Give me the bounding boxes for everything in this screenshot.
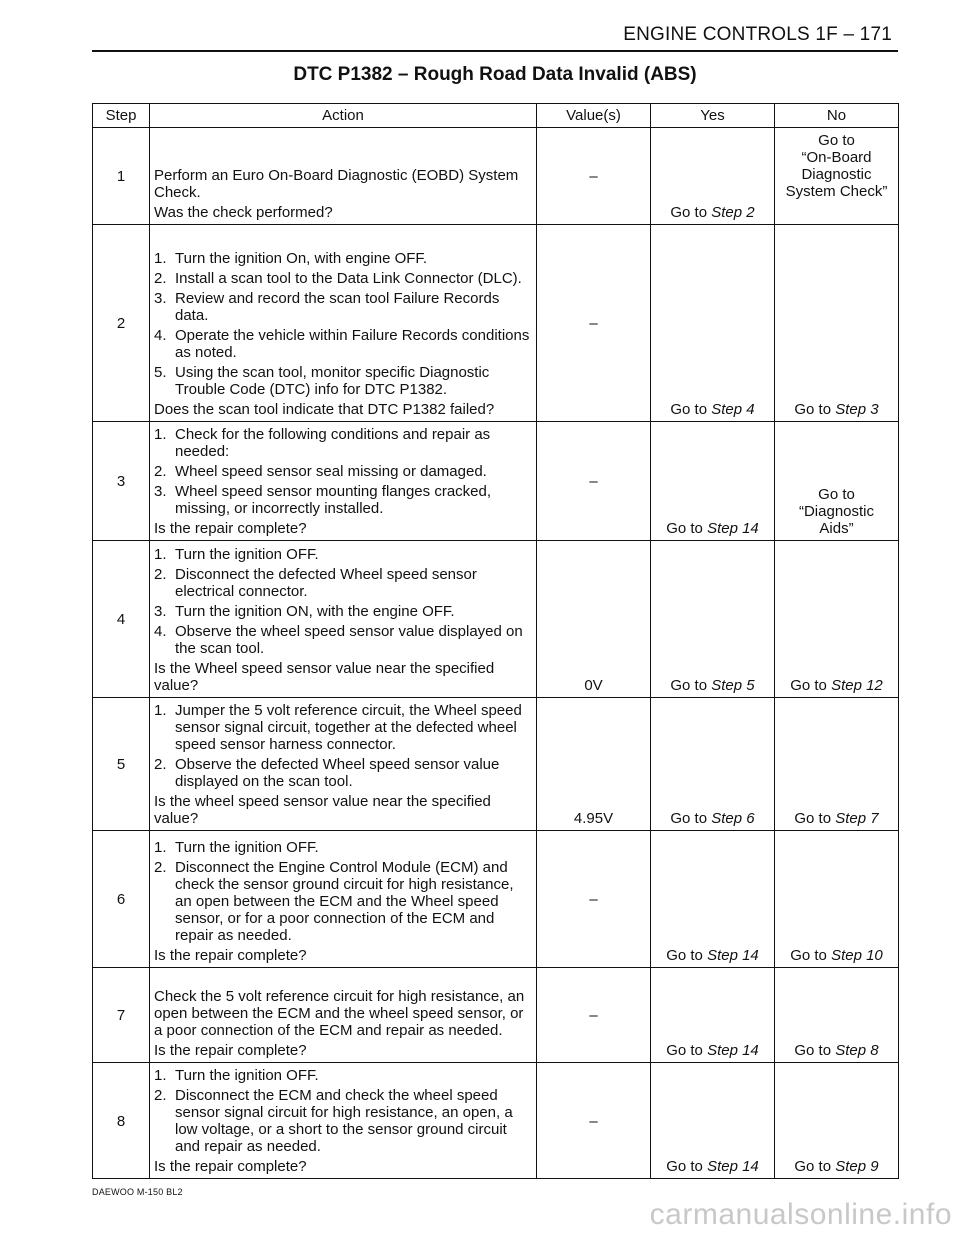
action-cell	[150, 968, 537, 1063]
action-item-number: 2.	[154, 756, 167, 773]
action-item-text: Observe the wheel speed sensor value displayed on the scan tool.	[175, 623, 523, 657]
goto-step-link: Step 7	[835, 810, 879, 827]
goto-step-link: Step 14	[707, 520, 759, 537]
action-item-number: 4.	[154, 623, 167, 640]
action-item-text: Observe the defected Wheel speed sensor value displayed on the scan tool.	[175, 756, 500, 790]
action-list-item	[154, 426, 532, 460]
action-text: Is the repair complete?	[154, 947, 307, 964]
goto-step-link: Step 14	[707, 947, 759, 964]
goto-step-link: Step 2	[711, 204, 755, 221]
goto-prefix: Go to	[670, 401, 712, 418]
action-text: Is the Wheel speed sensor value near the specified value?	[154, 660, 495, 694]
action-item-number: 2.	[154, 270, 167, 287]
step-number: 1	[93, 128, 150, 225]
action-item-text: Operate the vehicle within Failure Records conditions as noted.	[175, 327, 530, 361]
action-item-number: 2.	[154, 566, 167, 583]
action-item-number: 1.	[154, 702, 167, 719]
action-item-number: 1.	[154, 1067, 167, 1084]
goto-prefix: Go to	[670, 204, 712, 221]
yes-cell	[651, 831, 775, 968]
column-header-values: Value(s)	[537, 104, 651, 128]
action-list-item	[154, 270, 532, 287]
action-item-text: Turn the ignition OFF.	[175, 546, 319, 563]
action-item-text: Check for the following conditions and repair as needed:	[175, 426, 491, 460]
page-header: ENGINE CONTROLS 1F – 171	[623, 24, 892, 45]
value-cell: 0V	[537, 541, 651, 698]
action-list-item	[154, 839, 532, 856]
action-cell	[150, 1063, 537, 1179]
goto-prefix: Go to	[790, 677, 832, 694]
action-cell	[150, 541, 537, 698]
action-cell	[150, 128, 537, 225]
action-text: Does the scan tool indicate that DTC P1382 failed?	[154, 401, 495, 418]
yes-cell	[651, 225, 775, 422]
action-list-item	[154, 250, 532, 267]
table-row	[93, 831, 899, 968]
action-list-item	[154, 546, 532, 563]
step-number: 3	[93, 422, 150, 541]
action-list-item	[154, 603, 532, 620]
action-item-number: 1.	[154, 250, 167, 267]
action-cell	[150, 698, 537, 831]
action-item-number: 4.	[154, 327, 167, 344]
value-cell: –	[537, 422, 651, 541]
action-cell	[150, 831, 537, 968]
value-cell: –	[537, 225, 651, 422]
yes-cell	[651, 422, 775, 541]
goto-prefix: Go to	[666, 1042, 708, 1059]
action-item-text: Wheel speed sensor seal missing or damaged.	[175, 463, 487, 480]
goto-reference: Go to “On-Board Diagnostic System Check”	[785, 132, 888, 200]
action-text: Was the check performed?	[154, 204, 333, 221]
no-cell	[775, 422, 899, 541]
value-cell: –	[537, 128, 651, 225]
table-row	[93, 422, 899, 541]
goto-prefix: Go to	[794, 1042, 836, 1059]
goto-step-link: Step 14	[707, 1158, 759, 1175]
no-cell	[775, 968, 899, 1063]
yes-cell	[651, 1063, 775, 1179]
action-text: Check the 5 volt reference circuit for high resistance, an open between the ECM and the wheel speed sensor, or a poor connection of the ECM and repair as needed.	[154, 988, 525, 1039]
action-item-text: Turn the ignition ON, with the engine OFF.	[175, 603, 455, 620]
column-header-yes: Yes	[651, 104, 775, 128]
action-item-text: Install a scan tool to the Data Link Connector (DLC).	[175, 270, 522, 287]
value-cell: 4.95V	[537, 698, 651, 831]
action-item-text: Using the scan tool, monitor specific Diagnostic Trouble Code (DTC) info for DTC P1382.	[175, 364, 490, 398]
step-number: 6	[93, 831, 150, 968]
goto-step-link: Step 12	[831, 677, 883, 694]
action-item-text: Review and record the scan tool Failure Records data.	[175, 290, 500, 324]
action-list-item	[154, 566, 532, 600]
yes-cell	[651, 128, 775, 225]
action-item-text: Disconnect the defected Wheel speed sensor electrical connector.	[175, 566, 477, 600]
no-cell	[775, 1063, 899, 1179]
table-row	[93, 541, 899, 698]
goto-step-link: Step 5	[711, 677, 755, 694]
table-header-row	[93, 104, 899, 128]
no-cell	[775, 128, 899, 225]
goto-prefix: Go to	[666, 1158, 708, 1175]
header-rule	[92, 50, 898, 52]
no-cell	[775, 541, 899, 698]
goto-prefix: Go to	[794, 1158, 836, 1175]
value-cell: –	[537, 968, 651, 1063]
table-row	[93, 225, 899, 422]
action-cell	[150, 225, 537, 422]
goto-prefix: Go to	[666, 520, 708, 537]
action-list-item	[154, 327, 532, 361]
goto-prefix: Go to	[670, 810, 712, 827]
goto-step-link: Step 10	[831, 947, 883, 964]
action-text: Is the wheel speed sensor value near the specified value?	[154, 793, 491, 827]
step-number: 2	[93, 225, 150, 422]
action-item-text: Disconnect the ECM and check the wheel speed sensor signal circuit for high resistance, an open, a low voltage, or a short to the sensor ground circuit and repair as needed.	[175, 1087, 513, 1155]
no-cell	[775, 225, 899, 422]
step-number: 8	[93, 1063, 150, 1179]
action-item-number: 2.	[154, 463, 167, 480]
action-item-text: Turn the ignition On, with engine OFF.	[175, 250, 428, 267]
watermark: carmanualsonline.info	[649, 1198, 952, 1231]
action-list-item	[154, 623, 532, 657]
action-list-item	[154, 1067, 532, 1084]
goto-prefix: Go to	[666, 947, 708, 964]
yes-cell	[651, 541, 775, 698]
action-item-text: Wheel speed sensor mounting flanges cracked, missing, or incorrectly installed.	[175, 483, 492, 517]
action-item-text: Jumper the 5 volt reference circuit, the Wheel speed sensor signal circuit, together at the defected wheel speed sensor harness connector.	[175, 702, 522, 753]
column-header-action: Action	[150, 104, 537, 128]
action-list-item	[154, 859, 532, 944]
goto-step-link: Step 8	[835, 1042, 879, 1059]
action-item-number: 1.	[154, 546, 167, 563]
goto-step-link: Step 9	[835, 1158, 879, 1175]
action-cell	[150, 422, 537, 541]
action-item-text: Turn the ignition OFF.	[175, 839, 319, 856]
table-row	[93, 698, 899, 831]
step-number: 4	[93, 541, 150, 698]
yes-cell	[651, 698, 775, 831]
action-item-number: 1.	[154, 426, 167, 443]
value-cell: –	[537, 831, 651, 968]
no-cell	[775, 831, 899, 968]
column-header-no: No	[775, 104, 899, 128]
column-header-step: Step	[93, 104, 150, 128]
action-item-text: Disconnect the Engine Control Module (ECM) and check the sensor ground circuit for high resistance, an open between the ECM and the Wheel speed sensor, or for a poor connection of the ECM and repair as needed.	[175, 859, 514, 944]
action-list-item	[154, 483, 532, 517]
goto-prefix: Go to	[794, 401, 836, 418]
goto-prefix: Go to	[790, 947, 832, 964]
step-number: 7	[93, 968, 150, 1063]
action-item-text: Turn the ignition OFF.	[175, 1067, 319, 1084]
action-text: Is the repair complete?	[154, 520, 307, 537]
table-row	[93, 1063, 899, 1179]
goto-step-link: Step 6	[711, 810, 755, 827]
page-footer: DAEWOO M-150 BL2	[92, 1187, 183, 1197]
action-list-item	[154, 463, 532, 480]
step-number: 5	[93, 698, 150, 831]
action-item-number: 2.	[154, 859, 167, 876]
action-item-number: 3.	[154, 603, 167, 620]
value-cell: –	[537, 1063, 651, 1179]
action-list-item	[154, 364, 532, 398]
page-title: DTC P1382 – Rough Road Data Invalid (ABS)	[293, 64, 697, 85]
action-text: Perform an Euro On-Board Diagnostic (EOBD) System Check.	[154, 167, 519, 201]
no-cell	[775, 698, 899, 831]
goto-prefix: Go to	[794, 810, 836, 827]
action-item-number: 3.	[154, 290, 167, 307]
action-text: Is the repair complete?	[154, 1158, 307, 1175]
action-item-number: 1.	[154, 839, 167, 856]
action-item-number: 3.	[154, 483, 167, 500]
action-list-item	[154, 290, 532, 324]
table-row	[93, 128, 899, 225]
table-row	[93, 968, 899, 1063]
action-list-item	[154, 702, 532, 753]
action-text: Is the repair complete?	[154, 1042, 307, 1059]
yes-cell	[651, 968, 775, 1063]
goto-step-link: Step 3	[835, 401, 879, 418]
goto-step-link: Step 4	[711, 401, 755, 418]
goto-prefix: Go to	[670, 677, 712, 694]
action-item-number: 2.	[154, 1087, 167, 1104]
diagnostic-table	[92, 103, 899, 1179]
action-item-number: 5.	[154, 364, 167, 381]
action-list-item	[154, 1087, 532, 1155]
goto-step-link: Step 14	[707, 1042, 759, 1059]
action-list-item	[154, 756, 532, 790]
goto-reference: Go to “Diagnostic Aids”	[798, 486, 875, 537]
